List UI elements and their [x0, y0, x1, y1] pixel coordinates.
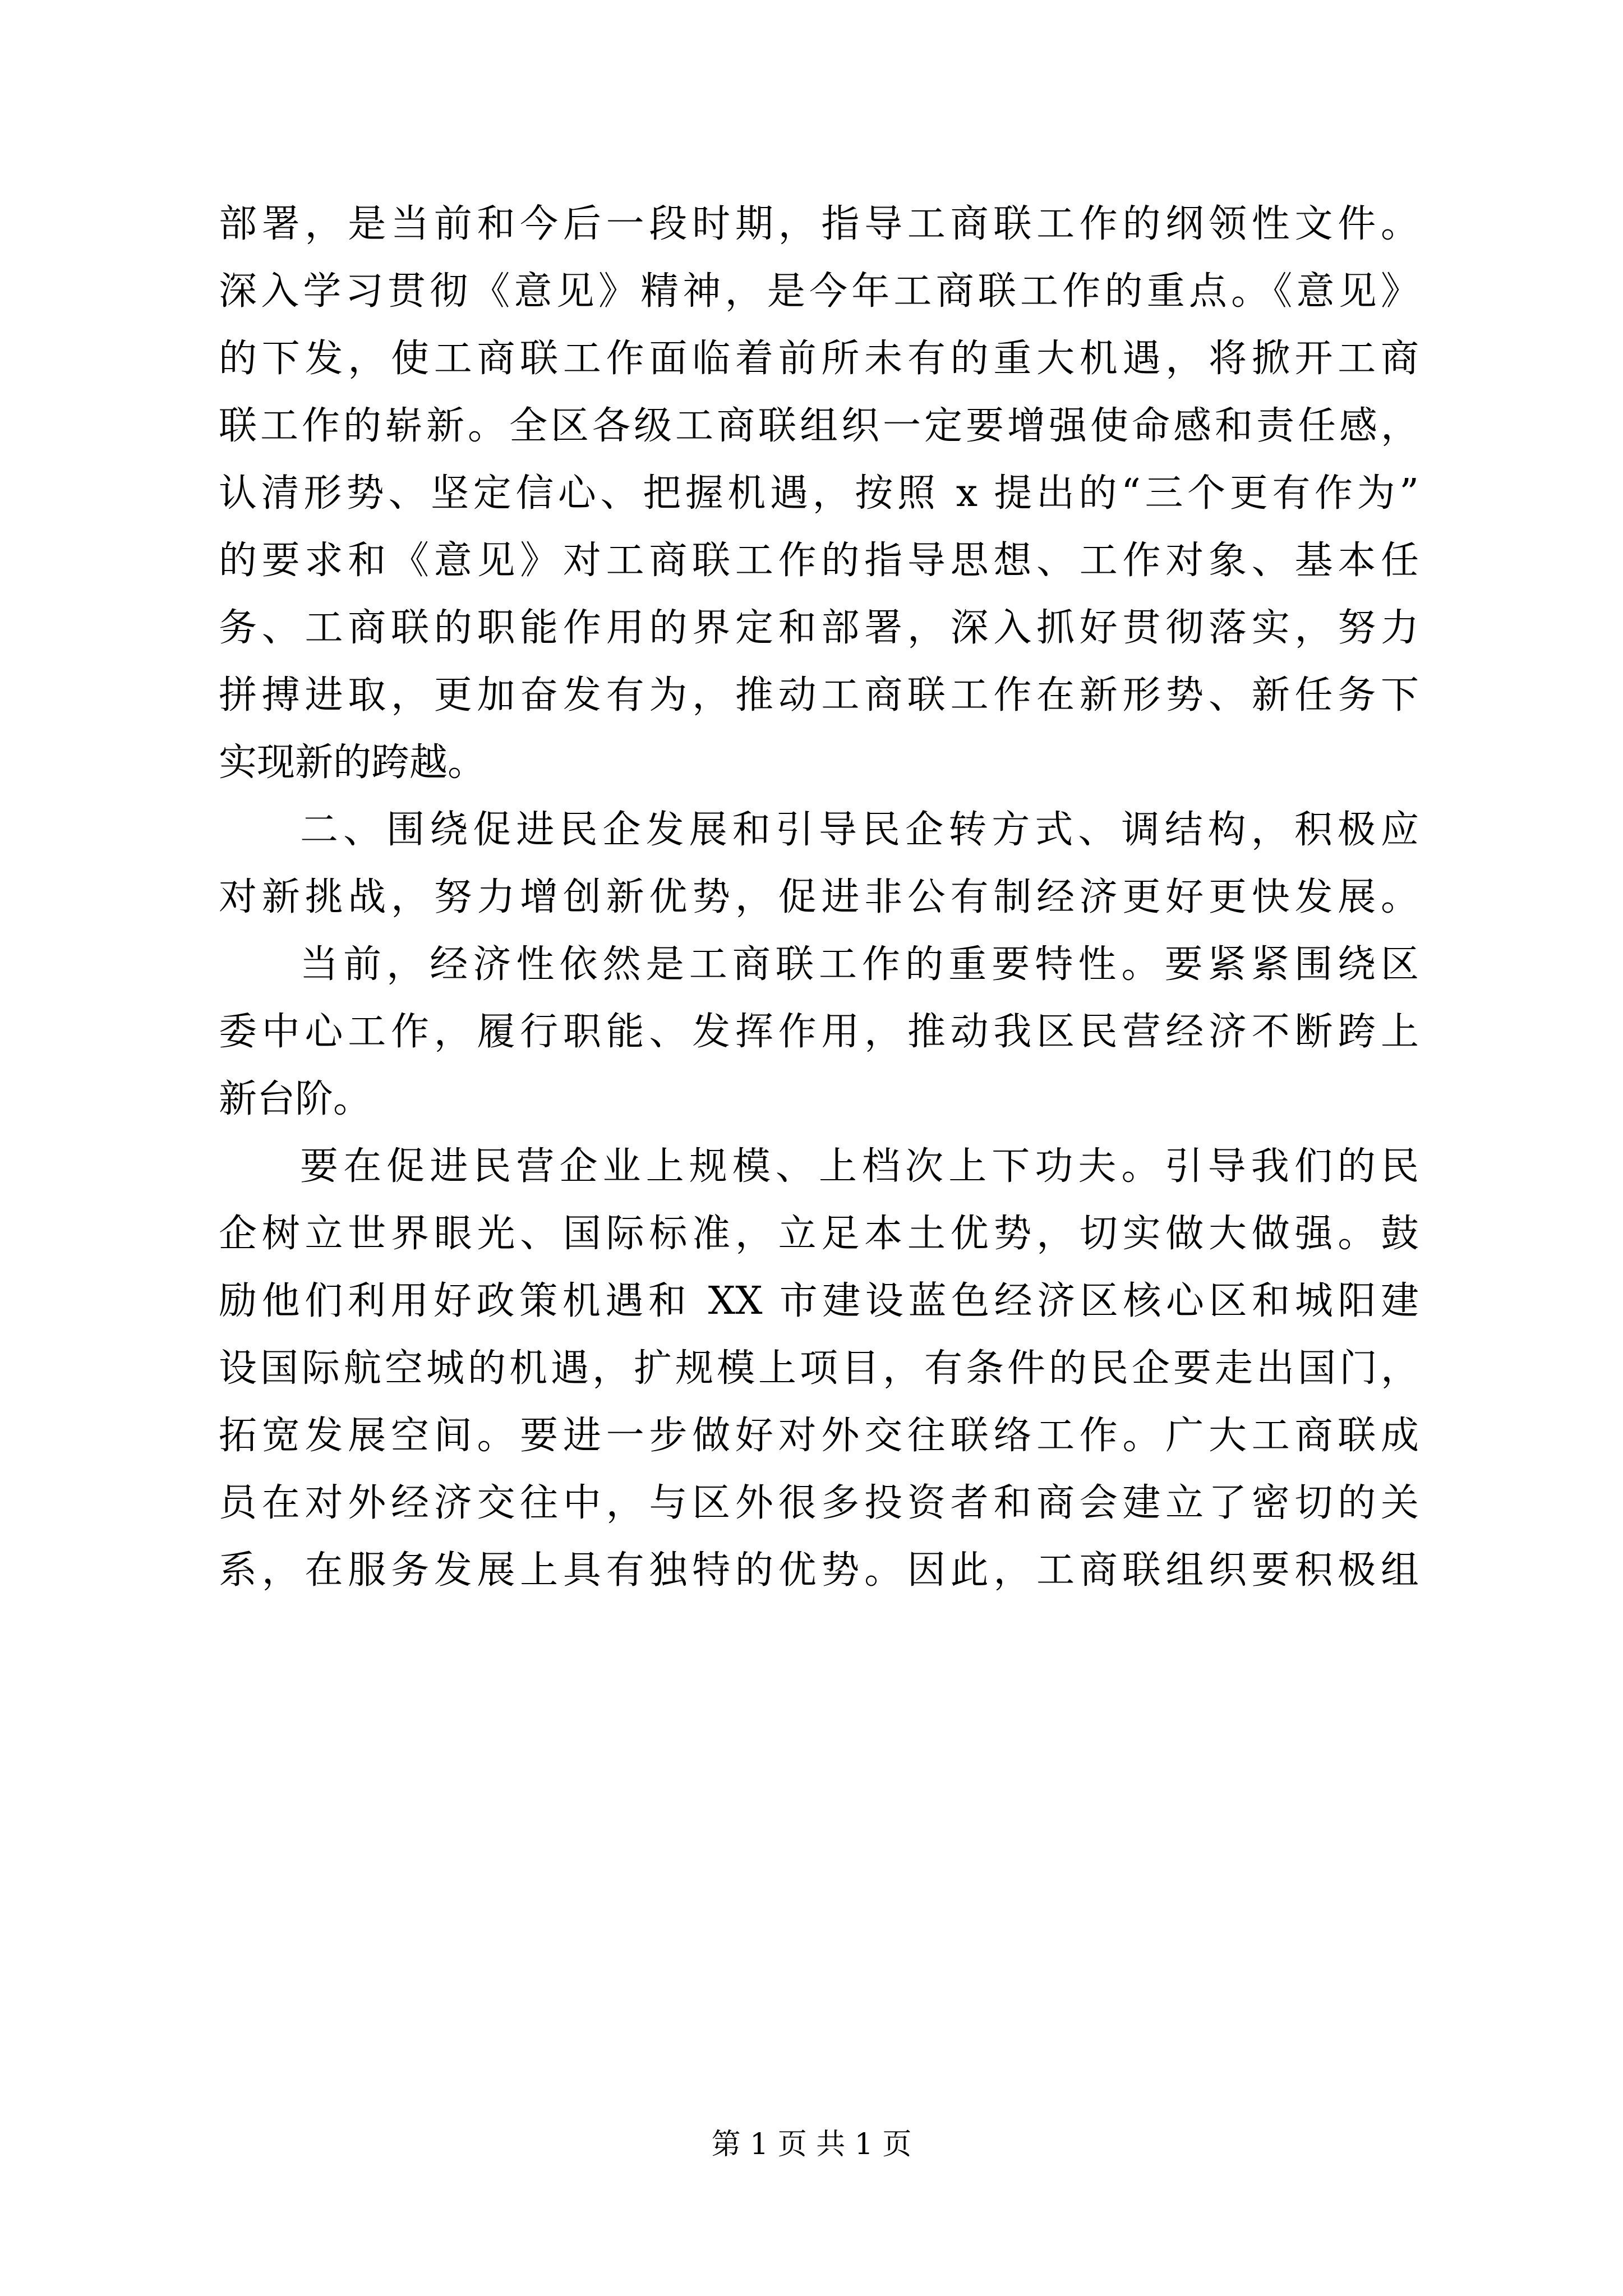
- text-line: 设国际航空城的机遇，扩规模上项目，有条件的民企要走出国门，: [219, 1346, 1419, 1391]
- text-line: 对新挑战，努力增创新优势，促进非公有制经济更好更快发展。: [219, 875, 1419, 919]
- text-line: 实现新的跨越。: [219, 740, 486, 785]
- text-line: 企树立世界眼光、国际标准，立足本土优势，切实做大做强。鼓: [219, 1212, 1419, 1256]
- text-line: 务、工商联的职能作用的界定和部署，深入抓好贯彻落实，努力: [219, 606, 1419, 650]
- text-line: 员在对外经济交往中，与区外很多投资者和商会建立了密切的关: [219, 1481, 1419, 1525]
- text-line: 联工作的崭新。全区各级工商联组织一定要增强使命感和责任感，: [219, 404, 1419, 448]
- text-line: 拼搏进取，更加奋发有为，推动工商联工作在新形势、新任务下: [219, 673, 1419, 717]
- text-line: 新台阶。: [219, 1077, 372, 1121]
- text-line: 部署，是当前和今后一段时期，指导工商联工作的纲领性文件。: [219, 202, 1419, 246]
- text-line: 的要求和《意见》对工商联工作的指导思想、工作对象、基本任: [219, 539, 1419, 583]
- text-line: 深入学习贯彻《意见》精神，是今年工商联工作的重点。《意见》: [219, 269, 1419, 314]
- text-line: 二、围绕促进民企发展和引导民企转方式、调结构，积极应: [300, 808, 1419, 852]
- text-line: 要在促进民营企业上规模、上档次上下功夫。引导我们的民: [300, 1144, 1419, 1189]
- text-line: 当前，经济性依然是工商联工作的重要特性。要紧紧围绕区: [300, 942, 1419, 987]
- text-line: 拓宽发展空间。要进一步做好对外交往联络工作。广大工商联成: [219, 1414, 1419, 1458]
- text-line: 委中心工作，履行职能、发挥作用，推动我区民营经济不断跨上: [219, 1010, 1419, 1054]
- document-body: [219, 191, 1419, 1604]
- text-line: 认清形势、坚定信心、把握机遇，按照 x 提出的“三个更有作为”: [219, 471, 1419, 516]
- text-line: 励他们利用好政策机遇和 XX 市建设蓝色经济区核心区和城阳建: [219, 1279, 1419, 1323]
- page-number-footer: 第 1 页 共 1 页: [711, 2128, 912, 2161]
- paragraph-1: [219, 191, 1419, 797]
- paragraph-4: [219, 1133, 1419, 1604]
- text-line: 系，在服务发展上具有独特的优势。因此，工商联组织要积极组: [219, 1548, 1419, 1593]
- paragraph-2: [219, 797, 1419, 931]
- paragraph-3: [219, 931, 1419, 1133]
- text-line: 的下发，使工商联工作面临着前所未有的重大机遇，将掀开工商: [219, 337, 1419, 381]
